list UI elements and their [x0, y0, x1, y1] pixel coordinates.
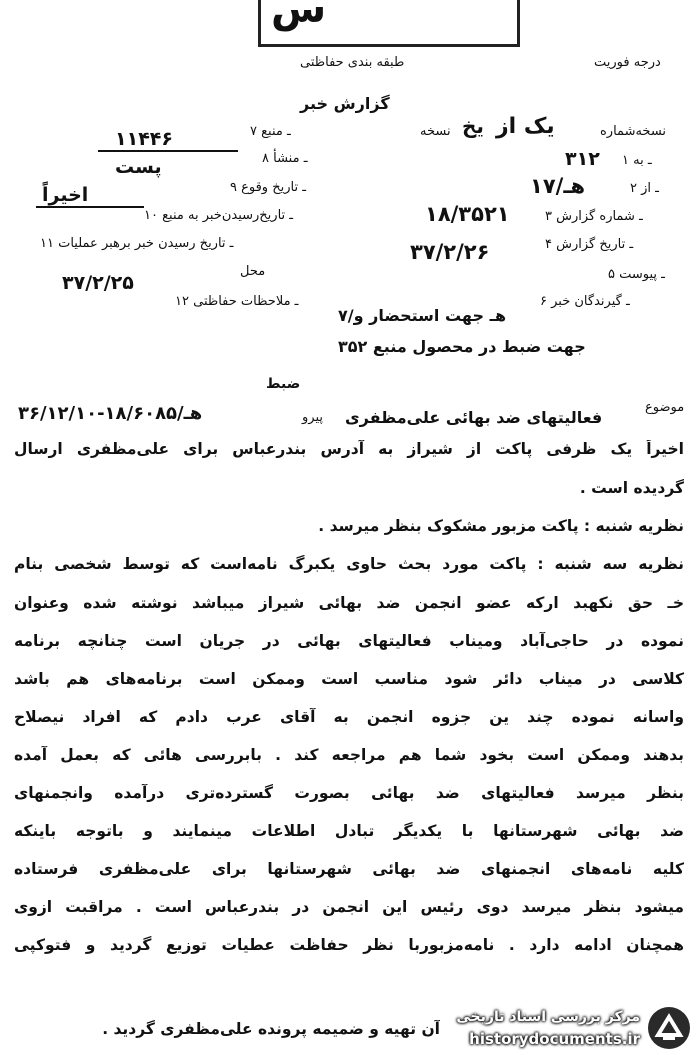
body-line: بنظر میرسد فعالیتهای ضد بهائی بصورت گسترده‌تری درآمده وانجمنهای [14, 784, 684, 802]
source-underline [98, 150, 238, 152]
to-label: ۱ ـ به [622, 153, 652, 168]
body-line: اخیراً یک ظرفی پاکت از شیراز به آدرس بندرعباس برای علی‌مظفری ارسال [14, 440, 684, 458]
received-source-label: ۱۰ ـ تاریخ‌رسیدن‌خبر به منبع [144, 208, 294, 223]
place-label: محل [240, 264, 266, 279]
document-title: گزارش خبر [300, 94, 390, 113]
priority-label: درجه فوریت [594, 55, 661, 70]
origin-label: ۸ ـ منشأ [262, 151, 308, 166]
body-line: واسانه نموده چند ین جزوه انجمن به آقای عرب دادم که افراد نیصلاح [14, 708, 684, 726]
body-line: ضد بهائی شهرستانها با یکدیگر تبادل اطلاعات مینمایند و باتوجه باینکه [14, 822, 684, 840]
recipients-line-1: ۷/هـ جهت استحضار و [338, 306, 507, 325]
source-label: ۷ ـ منبع [250, 124, 291, 139]
place-value: ۳۷/۲/۲۵ [62, 272, 134, 294]
security-notes-label: ۱۲ ـ ملاحظات حفاظتی [175, 294, 299, 309]
stamp-mark: س [271, 0, 327, 32]
classification-stamp-box [258, 0, 520, 47]
recipients-label: ۶ ـ گیرندگان خبر [540, 294, 630, 309]
copy-no-label: نسخه‌شماره [600, 124, 667, 139]
attachment-label: ۵ ـ پیوست [608, 267, 665, 282]
report-no-label: ۳ ـ شماره گزارش [545, 209, 643, 224]
from-label: ۲ ـ از [630, 181, 659, 196]
origin-value: پست [115, 156, 162, 178]
body-line: نظریه سه شنبه : پاکت مورد بحث حاوی یکبرگ نامه‌است که توسط شخصی بنام [14, 555, 684, 573]
body-line: همچنان ادامه دارد . نامه‌مزبوربا نظر حفاظت عطیات توزیع گردید و فتوکپی [14, 936, 684, 954]
reference-value: ۳۶/۱۲/۱۰-۱۸/هـ/۶۰۸۵ [18, 403, 203, 424]
reference-label: پیرو [302, 410, 323, 425]
received-ops-label: ۱۱ ـ تاریخ رسیدن خبر برهبر عملیات [40, 236, 234, 251]
recipients-line-2: ۳۵۲ جهت ضبط در محصول منبع [338, 337, 586, 356]
watermark-url: historydocuments.ir [469, 1030, 640, 1048]
body-line: میشود بنظر میرسد دوی رئیس این انجمن در بندرعباس است . مراقبت ازوی [14, 898, 684, 916]
body-line: گردیده است . [579, 479, 684, 497]
body-line: کلاسی در میناب دائر شود مناسب است وممکن است برنامه‌های هم باشد [14, 670, 684, 688]
copy-of-value: یخ [462, 114, 484, 138]
subject-label: موضوع [645, 400, 685, 415]
report-date-value: ۳۷/۲/۲۶ [410, 240, 490, 264]
report-date-label: ۴ ـ تاریخ گزارش [545, 237, 634, 252]
body-line: کلیه نامه‌های انجمنهای ضد بهائی شهرستانها برای علی‌مظفری فرستاده [14, 860, 684, 878]
body-line: آن تهیه و ضمیمه پرونده علی‌مظفری گردید . [102, 1020, 440, 1038]
body-line: نموده در حاجی‌آباد ومیناب فعالیتهای بهائی در جریان است چنانچه برنامه [14, 632, 684, 650]
subject-text: فعالیتهای ضد بهائی علی‌مظفری [345, 408, 603, 427]
watermark [430, 1003, 698, 1053]
body-line: خـ حق نکهبد ارکه عضو انجمن ضد بهائی شیراز میباشد نوشته شده وعنوان [14, 594, 684, 612]
from-value: ۱۷/هـ [530, 174, 586, 198]
body-line: بدهند وممکن است بخود شما هم مراجعه کند . بابررسی هائی که بعمل آمده [14, 746, 684, 764]
event-date-underline [36, 206, 144, 208]
watermark-title: مرکز بررسی اسناد تاریخی [456, 1009, 640, 1025]
source-value: ۱۱۴۴۶ [115, 128, 173, 150]
copy-label: نسخه [420, 124, 451, 139]
body-line: نظریه شنبه : پاکت مزبور مشکوک بنظر میرسد . [318, 517, 684, 535]
handwritten-note: ضبط [266, 376, 301, 392]
event-date-label: ۹ ـ تاریخ وقوع [230, 180, 307, 195]
copy-no-value: یک از [496, 114, 555, 139]
document-archive-logo-icon [648, 1007, 690, 1049]
to-value: ۳۱۲ [565, 148, 600, 170]
event-date-value: اخیراً [42, 184, 89, 206]
classification-label: طبقه بندی حفاظتی [300, 55, 405, 70]
report-no-value: ۱۸/۳۵۲۱ [425, 202, 510, 226]
